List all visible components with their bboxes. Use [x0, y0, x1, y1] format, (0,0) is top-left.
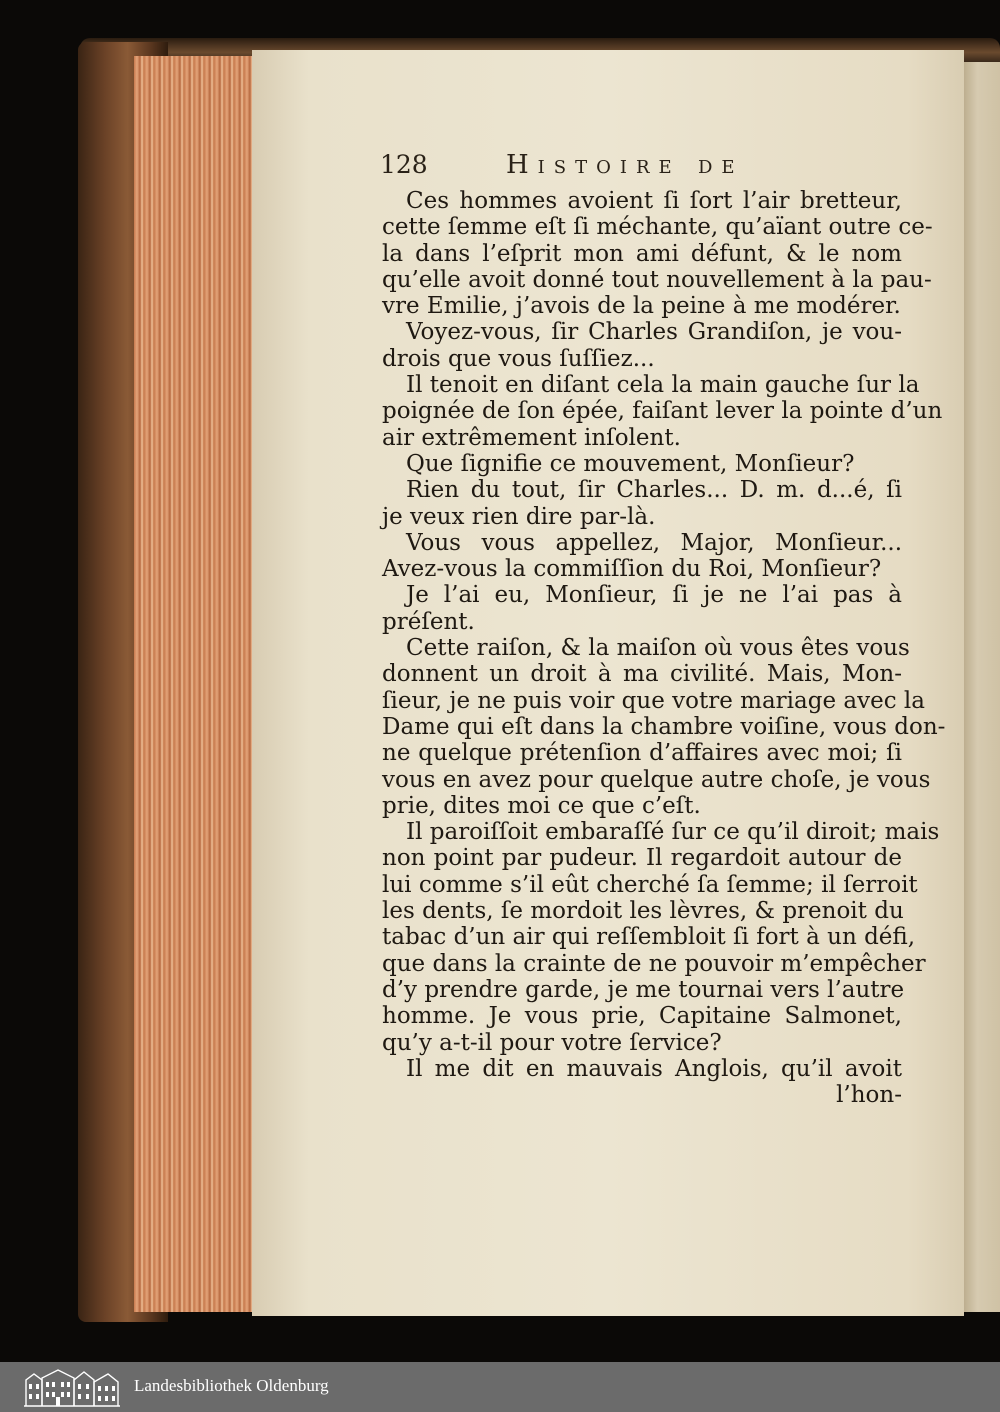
text-line: l’hon- [836, 1082, 902, 1109]
text-line: qu’elle avoit donné tout nouvellement à la pau- [382, 266, 932, 293]
text-line: tabac d’un air qui reſſembloit ſi fort à un défi, [382, 924, 916, 951]
text-line: Rien du tout, ſir Charles... D. m. d...é, ſi [406, 477, 902, 504]
text-line: préſent. [382, 608, 475, 635]
text-line: d’y prendre garde, je me tournai vers l’autre [382, 976, 905, 1003]
text-line: Vous vous appellez, Major, Monſieur... [406, 529, 902, 556]
text-line: Voyez-vous, ſir Charles Grandiſon, je vou- [406, 319, 902, 346]
text-line: Je l’ai eu, Monſieur, ſi je ne l’ai pas à [406, 582, 902, 609]
text-line: vre Emilie, j’avois de la peine à me modérer. [382, 293, 901, 320]
text-line: que dans la crainte de ne pouvoir m’empêcher [382, 950, 926, 977]
text-line: homme. Je vous prie, Capitaine Salmonet, [382, 1003, 902, 1030]
text-line: non point par pudeur. Il regardoit autour de [382, 845, 902, 872]
text-line: drois que vous ſuſſiez... [382, 345, 655, 372]
text-line: Ces hommes avoient ſi ſort l’air bretteur, [406, 188, 902, 214]
facing-page-edge [962, 62, 1000, 1312]
library-name: Landesbibliothek Oldenburg [134, 1376, 329, 1395]
text-line: lui comme s’il eût cherché ſa ſemme; il ſerroit [382, 871, 918, 898]
library-building-icon [22, 1366, 122, 1408]
page-number: 128 [380, 150, 428, 179]
text-line: Il paroiſſoit embaraſſé ſur ce qu’il diroit; mais [406, 819, 940, 846]
text-line: qu’y a-t-il pour votre ſervice? [382, 1029, 722, 1056]
page-text [382, 188, 946, 1109]
text-line: Dame qui eſt dans la chambre voiſine, vous don- [382, 713, 946, 740]
text-line: Avez-vous la commiſſion du Roi, Monſieur? [382, 556, 882, 583]
text-line: Il me dit en mauvais Anglois, qu’il avoit [406, 1055, 902, 1082]
running-head: Histoire de [506, 150, 744, 180]
text-line: Cette raiſon, & la maiſon où vous êtes vous [406, 635, 910, 662]
text-line: la dans l’eſprit mon ami défunt, & le nom [382, 240, 902, 267]
text-line: je veux rien dire par-là. [382, 503, 656, 530]
text-line: air extrêmement inſolent. [382, 424, 681, 451]
text-line: vous en avez pour quelque autre choſe, je vous [382, 766, 931, 793]
text-line: cette ſemme eſt ſi méchante, qu’aïant outre ce- [382, 214, 933, 241]
text-line: Il tenoit en diſant cela la main gauche ſur la [406, 372, 920, 399]
text-line: poignée de ſon épée, faiſant lever la pointe d’un [382, 398, 943, 425]
footer-bar [0, 1362, 1000, 1412]
text-line: prie, dites moi ce que c’eſt. [382, 792, 701, 819]
page-header [380, 150, 900, 184]
text-line: ſieur, je ne puis voir que votre mariage avec la [382, 687, 925, 714]
page-edges [134, 56, 256, 1312]
text-line: les dents, ſe mordoit les lèvres, & prenoit du [382, 898, 904, 925]
text-line: Que ſignifie ce mouvement, Monſieur? [406, 450, 855, 477]
text-line: donnent un droit à ma civilité. Mais, Mon- [382, 661, 902, 688]
text-line: ne quelque prétenſion d’affaires avec moi; ſi [382, 740, 902, 767]
